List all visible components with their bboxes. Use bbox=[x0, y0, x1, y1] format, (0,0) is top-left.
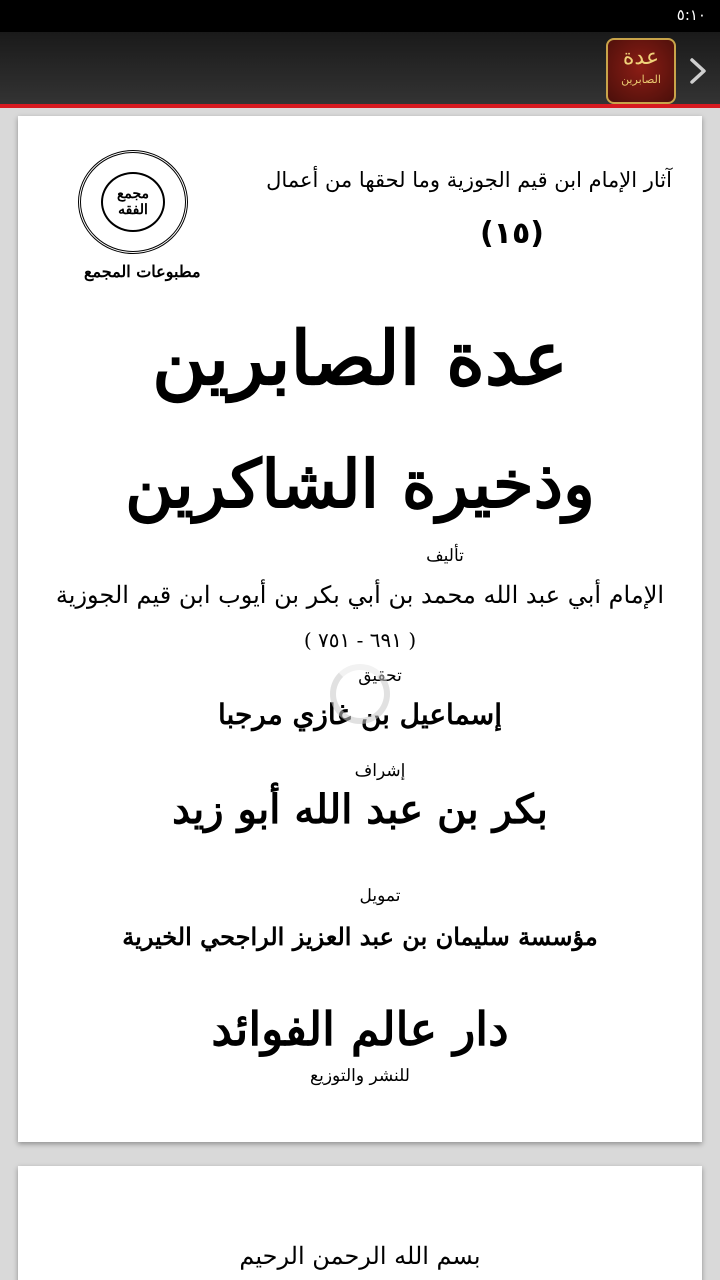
app-logo-subtext: الصابرين bbox=[621, 73, 661, 86]
supervisor-name: بكر بن عبد الله أبو زيد bbox=[172, 786, 548, 833]
series-number: (١٥) bbox=[479, 216, 544, 251]
app-logo-text: عدة bbox=[622, 45, 660, 70]
publisher-subtitle: للنشر والتوزيع bbox=[310, 1066, 410, 1086]
author-name: الإمام أبي عبد الله محمد بن أبي بكر بن أيوب ابن قيم الجوزية bbox=[55, 581, 665, 609]
next-page bbox=[18, 1166, 702, 1280]
author-label: تأليف bbox=[426, 546, 464, 566]
app-bar bbox=[0, 32, 720, 108]
book-title-line2: وذخيرة الشاكرين bbox=[125, 445, 595, 523]
publisher-name: دار عالم الفوائد bbox=[211, 1002, 509, 1056]
loading-spinner-icon bbox=[330, 664, 390, 724]
status-time: ٥:١٠ bbox=[676, 6, 706, 24]
basmala-text: بسم الله الرحمن الرحيم bbox=[239, 1242, 481, 1270]
book-cover-page bbox=[18, 116, 702, 1142]
book-title-line1: عدة الصابرين bbox=[152, 316, 568, 402]
series-line: آثار الإمام ابن قيم الجوزية وما لحقها من أعمال bbox=[266, 168, 672, 192]
author-dates: ( ٦٩١ - ٧٥١ ) bbox=[303, 628, 417, 652]
app-logo-icon[interactable] bbox=[606, 38, 676, 104]
verifier-name: إسماعيل بن غازي مرجبا bbox=[217, 698, 503, 731]
funding-label: تمويل bbox=[359, 886, 401, 906]
seal-caption: مطبوعات المجمع bbox=[84, 262, 201, 281]
supervisor-label: إشراف bbox=[354, 761, 406, 781]
publisher-seal-icon bbox=[78, 150, 188, 254]
status-bar bbox=[0, 0, 720, 32]
funding-name: مؤسسة سليمان بن عبد العزيز الراجحي الخيرية bbox=[122, 922, 598, 951]
verifier-label: تحقيق bbox=[358, 666, 402, 686]
chevron-right-icon[interactable] bbox=[686, 54, 710, 88]
seal-inner-text: مجمع الفقه bbox=[101, 172, 165, 232]
